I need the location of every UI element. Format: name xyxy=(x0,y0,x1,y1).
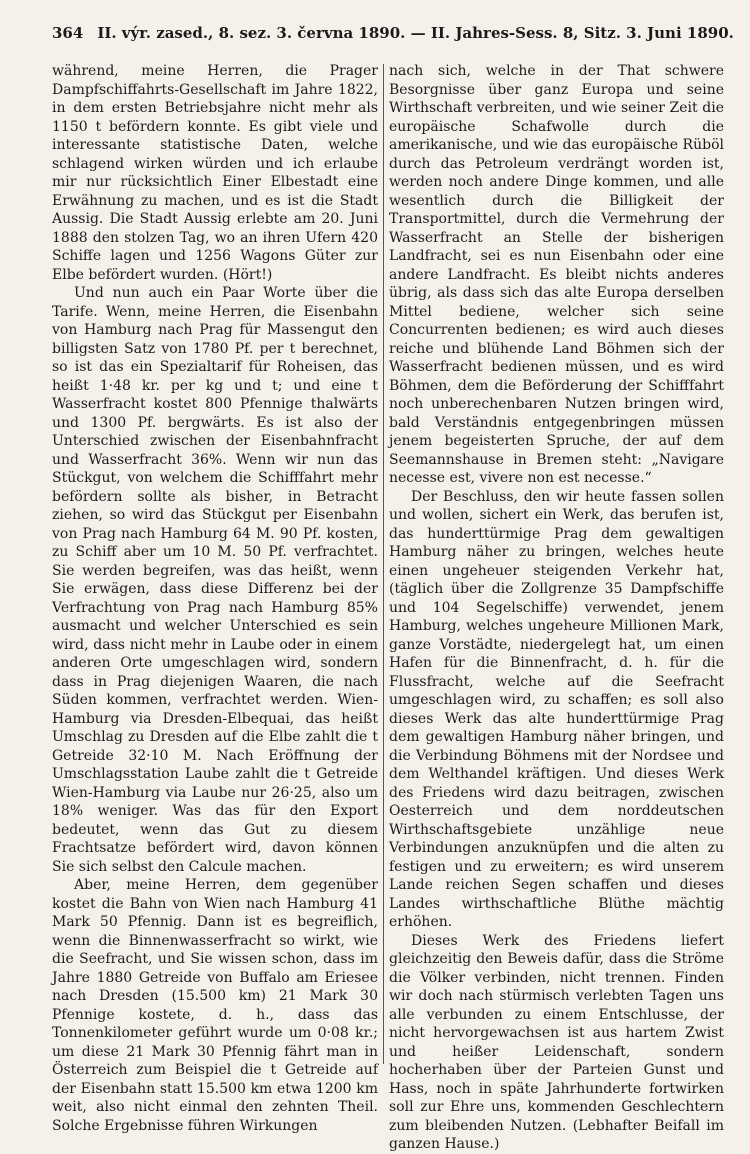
right-column xyxy=(389,62,724,1152)
left-paragraph-3: Aber, meine Herren, dem gegenüber kostet die Bahn von Wien nach Hamburg 41 Mark 50 Pfennig. Dann ist es begreiflich, wenn die Binnenwasserfracht so wirkt, wie die Seefracht, und Sie wissen schon, dass im Jahre 1880 Getreide von Buffalo am Eriesee nach Dresden (15.500 km) 21 Mark 30 Pfennige kostete, d. h., dass das Tonnenkilometer geführt wurde um 0·08 kr.; um diese 21 Mark 30 Pfennig fährt man in Österreich zum Beispiel die t Getreide auf der Eisenbahn statt 15.500 km etwa 1200 km weit, also nicht einmal den zehnten Theil. Solche Ergebnisse führen Wirkungen xyxy=(52,877,378,1134)
left-column xyxy=(52,62,378,1134)
page-number: 364 xyxy=(52,24,84,42)
left-paragraph-1: während, meine Herren, die Prager Dampfschiffahrts-Gesellschaft im Jahre 1822, in dem ersten Betriebsjahre nicht mehr als 1150 t befördern konnte. Es gibt viele und interessante statistische Daten, welche schlagend wirken würden und ich erlaube mir nur rücksichtlich Einer Elbestadt eine Erwähnung zu machen, und es ist die Stadt Aussig. Die Stadt Aussig erlebte am 20. Juni 1888 den stolzen Tag, wo an ihren Ufern 420 Schiffe lagen und 1256 Wagons Güter zur Elbe befördert wurden. (Hört!) xyxy=(52,63,378,283)
right-paragraph-3: Dieses Werk des Friedens liefert gleichzeitig den Beweis dafür, dass die Ströme die Völker verbinden, nicht trennen. Finden wir doch nach stürmisch verlebten Tagen uns alle verbunden zu einem Entschlusse, der nicht hervorgewachsen ist aus hartem Zwist und heißer Leidenschaft, sondern hocherhaben über der Parteien Gunst und Hass, noch in späte Jahrhunderte fortwirken soll zur Ehre uns, kommenden Geschlechtern zum bleibenden Nutzen. (Lebhafter Beifall im ganzen Hause.) xyxy=(389,932,724,1152)
right-paragraph-1: nach sich, welche in der That schwere Besorgnisse über ganz Europa und seine Wirthschaft verbreiten, und wie seiner Zeit die europäische Schafwolle durch die amerikanische, und wie das europäische Rüböl durch das Petroleum verdrängt worden ist, werden noch andere Dinge kommen, und alle wesentlich durch die Billigkeit der Transportmittel, durch die Vermehrung der Wasserfracht an Stelle der bisherigen Landfracht, sei es nun Eisenbahn oder eine andere Landfracht. Es bleibt nichts anderes übrig, als dass sich das alte Europa derselben Mittel bediene, welcher sich seine Concurrenten bedienen; es wird auch dieses reiche und blühende Land Böhmen sich der Wasserfracht bedienen müssen, und es wird Böhmen, dem die Beförderung der Schifffahrt noch unberechenbaren Nutzen bringen wird, bald Verständnis entgegenbringen müssen jenem begeisterten Spruche, der auf dem Seemannshause in Bremen steht: „Navigare necesse est, vivere non est necesse.“ xyxy=(389,63,724,486)
running-title: II. výr. zased., 8. sez. 3. června 1890. — II. Jahres-Sess. 8, Sitz. 3. Juni 1890. xyxy=(97,24,734,42)
left-paragraph-2: Und nun auch ein Paar Worte über die Tarife. Wenn, meine Herren, die Eisenbahn von Hamburg nach Prag für Massengut den billigsten Satz von 1780 Pf. per t berechnet, so ist das ein Spezialtarif für Roheisen, das heißt 1·48 kr. per kg und t; und eine t Wasserfracht kostet 800 Pfennige thalwärts und 1300 Pf. bergwärts. Es ist also der Unterschied zwischen der Eisenbahnfracht und Wasserfracht 36%. Wenn wir nun das Stückgut, von welchem die Schifffahrt mehr befördern sollte als bisher, in Betracht ziehen, so wird das Stückgut per Eisenbahn von Prag nach Hamburg 64 M. 90 Pf. kosten, zu Schiff aber um 10 M. 50 Pf. verfrachtet. Sie werden begreifen, was das heißt, wenn Sie erwägen, dass diese Differenz bei der Verfrachtung von Prag nach Hamburg 85% ausmacht und welcher Unterschied es sein wird, dass nicht mehr in Laube oder in einem anderen Orte umgeschlagen wird, sondern dass in Prag diejenigen Waaren, die nach Süden kommen, verfrachtet werden. Wien-Hamburg via Dresden-Elbequai, das heißt Umschlag zu Dresden auf die Elbe zahlt die t Getreide 32·10 M. Nach Eröffnung der Umschlagsstation Laube zahlt die t Getreide Wien-Hamburg via Laube nur 26·25, also um 18% weniger. Was das für den Export bedeutet, wenn das Gut zu diesem Frachtsatze befördert wird, davon können Sie sich selbst den Calcule machen. xyxy=(52,285,378,875)
page-header xyxy=(52,24,734,54)
column-divider xyxy=(383,64,384,1064)
right-paragraph-2: Der Beschluss, den wir heute fassen sollen und wollen, sichert ein Werk, das berufen ist, das hunderttürmige Prag dem gewaltigen Hamburg näher zu bringen, welches heute einen ungeheuer steigenden Verkehr hat, (täglich über die Zollgrenze 35 Dampfschiffe und 104 Segelschiffe) verwendet, jenem Hamburg, welches ungeheure Millionen Mark, ganze Vorstädte, niedergelegt hat, um einen Hafen für die Binnenfracht, d. h. für die Flussfracht, welche auf die Seefracht umgeschlagen wird, zu schaffen; es soll also dieses Werk das alte hunderttürmige Prag dem gewaltigen Hamburg näher bringen, und die Verbindung Böhmens mit der Nordsee und dem Welthandel kräftigen. Und dieses Werk des Friedens wird dazu beitragen, zwischen Oesterreich und dem norddeutschen Wirthschaftsgebiete unzählige neue Verbindungen anzuknüpfen und die alten zu festigen und zu erweitern; es wird unserem Lande reichen Segen schaffen und dieses Landes wirthschaftliche Blüthe mächtig erhöhen. xyxy=(389,488,724,930)
